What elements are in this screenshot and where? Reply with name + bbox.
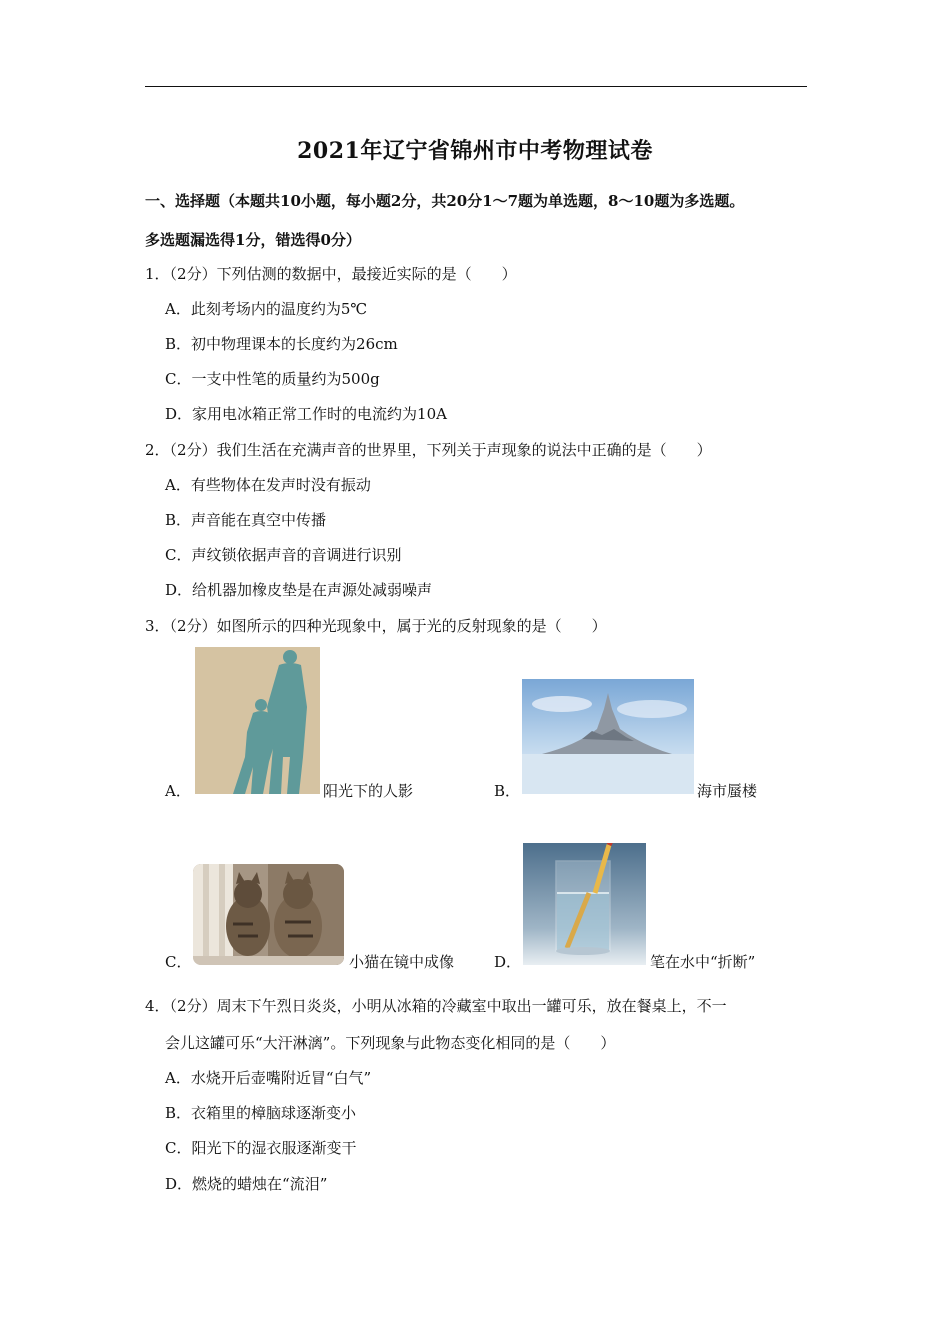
- question-2-option-a: A．有些物体在发声时没有振动: [165, 476, 371, 494]
- picture-a-letter: A．: [165, 782, 191, 800]
- page-title: 2021年辽宁省锦州市中考物理试卷: [297, 138, 653, 164]
- picture-c-letter: C．: [165, 953, 192, 971]
- picture-c-caption: 小猫在镜中成像: [349, 953, 455, 971]
- question-4-option-c: C．阳光下的湿衣服逐渐变干: [165, 1139, 357, 1157]
- question-4-option-a: A．水烧开后壶嘴附近冒“白气”: [165, 1069, 372, 1087]
- question-2-option-d: D．给机器加橡皮垫是在声源处减弱噪声: [165, 581, 433, 599]
- question-4-option-b: B．衣箱里的樟脑球逐渐变小: [165, 1104, 357, 1122]
- header-rule: [145, 86, 807, 87]
- shadow-photo: [195, 647, 320, 794]
- question-1-option-d: D．家用电冰箱正常工作时的电流约为10A: [165, 405, 447, 423]
- picture-b-caption: 海市蜃楼: [697, 782, 758, 800]
- question-2-option-b: B．声音能在真空中传播: [165, 511, 327, 529]
- mirage-photo: [522, 679, 694, 794]
- picture-d-caption: 笔在水中“折断”: [650, 953, 756, 971]
- question-1-option-b: B．初中物理课本的长度约为26cm: [165, 335, 398, 353]
- picture-d-letter: D．: [494, 953, 522, 971]
- pencil-glass-photo: [523, 843, 646, 965]
- picture-b-letter: B．: [494, 782, 521, 800]
- section-heading-line2: 多选题漏选得1分，错选得0分）: [145, 231, 361, 249]
- question-4-option-d: D．燃烧的蜡烛在“流泪”: [165, 1175, 328, 1193]
- section-heading-line1: 一、选择题（本题共10小题，每小题2分，共20分1～7题为单选题，8～10题为多选题。: [145, 192, 745, 210]
- question-4-stem-line1: 4．（2分）周末下午烈日炎炎，小明从冰箱的冷藏室中取出一罐可乐，放在餐桌上，不一: [145, 997, 727, 1015]
- question-1-option-c: C．一支中性笔的质量约为500g: [165, 370, 380, 388]
- question-2-stem: 2．（2分）我们生活在充满声音的世界里，下列关于声现象的说法中正确的是（ ）: [145, 441, 712, 459]
- question-3-stem: 3．（2分）如图所示的四种光现象中，属于光的反射现象的是（ ）: [145, 617, 607, 635]
- question-1-option-a: A．此刻考场内的温度约为5℃: [165, 300, 368, 318]
- picture-a-caption: 阳光下的人影: [323, 782, 414, 800]
- question-2-option-c: C．声纹锁依据声音的音调进行识别: [165, 546, 402, 564]
- cats-mirror-photo: [193, 864, 344, 965]
- question-4-stem-line2: 会儿这罐可乐“大汗淋漓”。下列现象与此物态变化相同的是（ ）: [165, 1034, 616, 1052]
- question-1-stem: 1．（2分）下列估测的数据中，最接近实际的是（ ）: [145, 265, 517, 283]
